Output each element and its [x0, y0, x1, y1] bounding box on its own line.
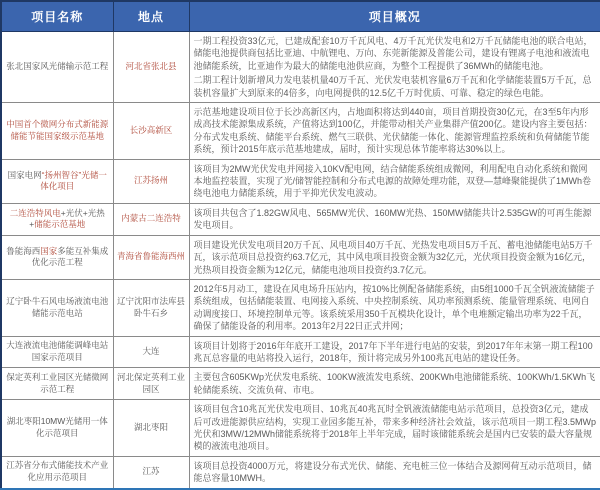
table-row: [1, 279, 600, 336]
overview-paragraph: 该项目共包含了1.82GW风电、565MW光伏、160MW光热、150MW储能共计2.535GW的可再生能源发电项目。: [193, 207, 592, 231]
table-row: [1, 103, 600, 160]
table-row: [1, 32, 600, 103]
overview-cell: [189, 203, 600, 235]
project-name-cell: [1, 400, 113, 457]
location-cell: 辽宁沈阳市法库县卧牛石乡: [113, 279, 189, 336]
table-row: [1, 159, 600, 203]
table-body: [1, 32, 600, 489]
overview-cell: [189, 336, 600, 368]
table-row: [1, 368, 600, 400]
location-cell: 长沙高新区: [113, 103, 189, 160]
project-name-cell: [1, 456, 113, 488]
table-row: [1, 400, 600, 457]
project-name-cell: [1, 336, 113, 368]
overview-paragraph: 该项目计划将于2016年年底开工建设，2017年下半年进行电站的安装，到2017年年末第一期工程100兆瓦总容量的电站将投入运行，2018年，预计将完成另外100兆瓦电站的建设任务。: [193, 340, 593, 363]
project-name-cell: [1, 103, 113, 160]
overview-paragraph: 一期工程投资33亿元，已建成配套10万千瓦风电、4万千瓦光伏发电和2万千瓦储能电池的联合电站，储能电池提供商包括比亚迪、中航锂电、万向、东莞新能源及普能公司，建设有锂离子电池和液流电池储能系统，比亚迪作为最大的储能电池供应商，为整个工程提供了36MWh的储能电池。: [193, 36, 593, 71]
project-name-segment: +光伏+光热+: [29, 207, 105, 230]
overview-cell: [189, 103, 600, 160]
location-cell: 江苏扬州: [113, 159, 189, 203]
project-name-segment: 湖北枣阳10MW光储用一体化示范项目: [6, 416, 108, 438]
project-name-segment: 张北国家风光储输示范工程: [6, 61, 109, 72]
overview-cell: [189, 400, 600, 457]
table-header: [1, 1, 600, 32]
table-row: [1, 203, 600, 235]
overview-paragraph: 该项目总投资4000万元，将建设分布式光伏、储能、充电桩三位一体结合及源网荷互动示范项目，储能总容量10MWH。: [193, 460, 592, 484]
overview-cell: [189, 279, 600, 336]
table-row: [1, 235, 600, 279]
overview-cell: [189, 32, 600, 103]
project-name-cell: [1, 32, 113, 103]
project-name-segment: 中国首个微网分布式新能源储能节能国家级示范基地: [6, 119, 109, 141]
project-name-segment: 江苏省分布式储能技术产业化应用示范项目: [6, 460, 109, 483]
project-name-cell: [1, 368, 113, 400]
overview-cell: [189, 368, 600, 400]
location-cell: 河北省张北县: [113, 32, 189, 103]
project-name-segment: 大连液流电池储能调峰电站国家示范项目: [6, 340, 109, 362]
location-cell: 河北保定英利工业园区: [113, 368, 189, 400]
location-cell: 江苏: [113, 456, 189, 488]
location-cell: 青海省鲁能海西州: [113, 235, 189, 279]
project-name-segment: 二连浩特风电: [9, 207, 61, 218]
location-cell: 湖北枣阳: [113, 400, 189, 457]
table-row: [1, 456, 600, 488]
table-row: [1, 336, 600, 368]
col-header-overview: 项目概况: [189, 1, 600, 32]
project-name-segment: 鲁能海西: [6, 245, 41, 256]
overview-paragraph: 2012年5月动工，建设在风电场升压站内，按10%比例配备储能系统，由5组1000千瓦全钒液流储能子系统组成，包括储能装置、电网接入系统、中央控制系统、风功率预测系统、能量管理系统、电网自动调度接口、环境控制单元等。该系统采用350千瓦模块化设计，单个电堆额定输出功率为22千瓦，确保了储能设备的利用率。2013年2月22日正式并网；: [193, 283, 595, 332]
overview-paragraph: 主要包含605KWp光伏发电系统、100KW液流发电系统、200KWh电池储能系统、100KWh/1.5KWh飞轮储能系统、交流负荷、市电。: [193, 372, 596, 395]
project-name-segment: 储能示范基地: [34, 219, 86, 230]
overview-paragraph: 该项目为2MW光伏发电并网接入10KV配电网，结合储能系统组成微网，利用配电自动化系统和微网本地监控装置，实现了光/储智能控制和分布式电源的故障处理功能，双登—慧峰聚能提供了1MWh卷绕电池电力储能系统，用于平抑光伏发电波动。: [193, 163, 592, 199]
overview-paragraph: 二期工程计划新增风力发电装机量40万千瓦、光伏发电装机容量6万千瓦和化学储能装置5万千瓦，总装机容量扩大到原来的4倍多，向电网提供的12.5亿千万时优质、可靠、稳定的绿色电能。: [193, 75, 592, 98]
project-name-segment: 国家: [40, 245, 58, 256]
project-name-cell: [1, 159, 113, 203]
project-name-segment: 保定英利工业园区光储微网示范工程: [6, 372, 109, 394]
overview-cell: [189, 235, 600, 279]
overview-paragraph: 该项目包含10兆瓦光伏发电项目、10兆瓦40兆瓦时全钒液流储能电站示范项目，总投资3亿元，建成后可改进能源供应结构，实现工业园多能互补，带来多种经济社会效益，该示范项目一期工程3.5MWp光伏和3MW/12MWh储能系统将于2018年上半年完成，届时该储能系统会是国内已安装的最大容量规模的液流电池项目。: [193, 404, 597, 452]
project-name-cell: [1, 279, 113, 336]
project-name-cell: [1, 203, 113, 235]
project-name-segment: 多能互补集成优化示范工程: [31, 245, 109, 268]
location-cell: 内蒙古二连浩特: [113, 203, 189, 235]
overview-paragraph: 示范基地建设项目位于长沙高新区内，占地面积将达到440亩，项目首期投资30亿元，在3至5年内形成高技术能源集成系统，产值将达到100亿，并能带动相关产业集群产值200亿。建设内容主要包括：分布式发电系统、储能平台系统、燃气三联供、光伏储能一体化、能源管理监控系统和负荷储能节能系统，预计2015年底示范基地建成，届时，预计实现总体节能率将达30%以上。: [193, 107, 593, 155]
overview-cell: [189, 456, 600, 488]
location-cell: 大连: [113, 336, 189, 368]
project-name-segment: “扬州智谷”光储一体化项目: [40, 169, 107, 192]
col-header-location: 地点: [113, 1, 189, 32]
project-name-cell: [1, 235, 113, 279]
col-header-project-name: 项目名称: [1, 1, 113, 32]
overview-paragraph: 项目建设光伏发电项目20万千瓦、风电项目40万千瓦、光热发电项目5万千瓦、蓄电池储能电站5万千瓦，该示范项目总投资约63.7亿元，其中风电项目投资金额为32亿元，光伏项目投资金额为16亿元，光热项目投资金额为12亿元，储能电池项目投资约3.7亿元。: [193, 239, 593, 275]
overview-cell: [189, 159, 600, 203]
project-name-segment: 辽宁卧牛石风电场液流电池储能示范电站: [6, 296, 109, 318]
project-name-segment: 国家电网: [7, 169, 42, 180]
